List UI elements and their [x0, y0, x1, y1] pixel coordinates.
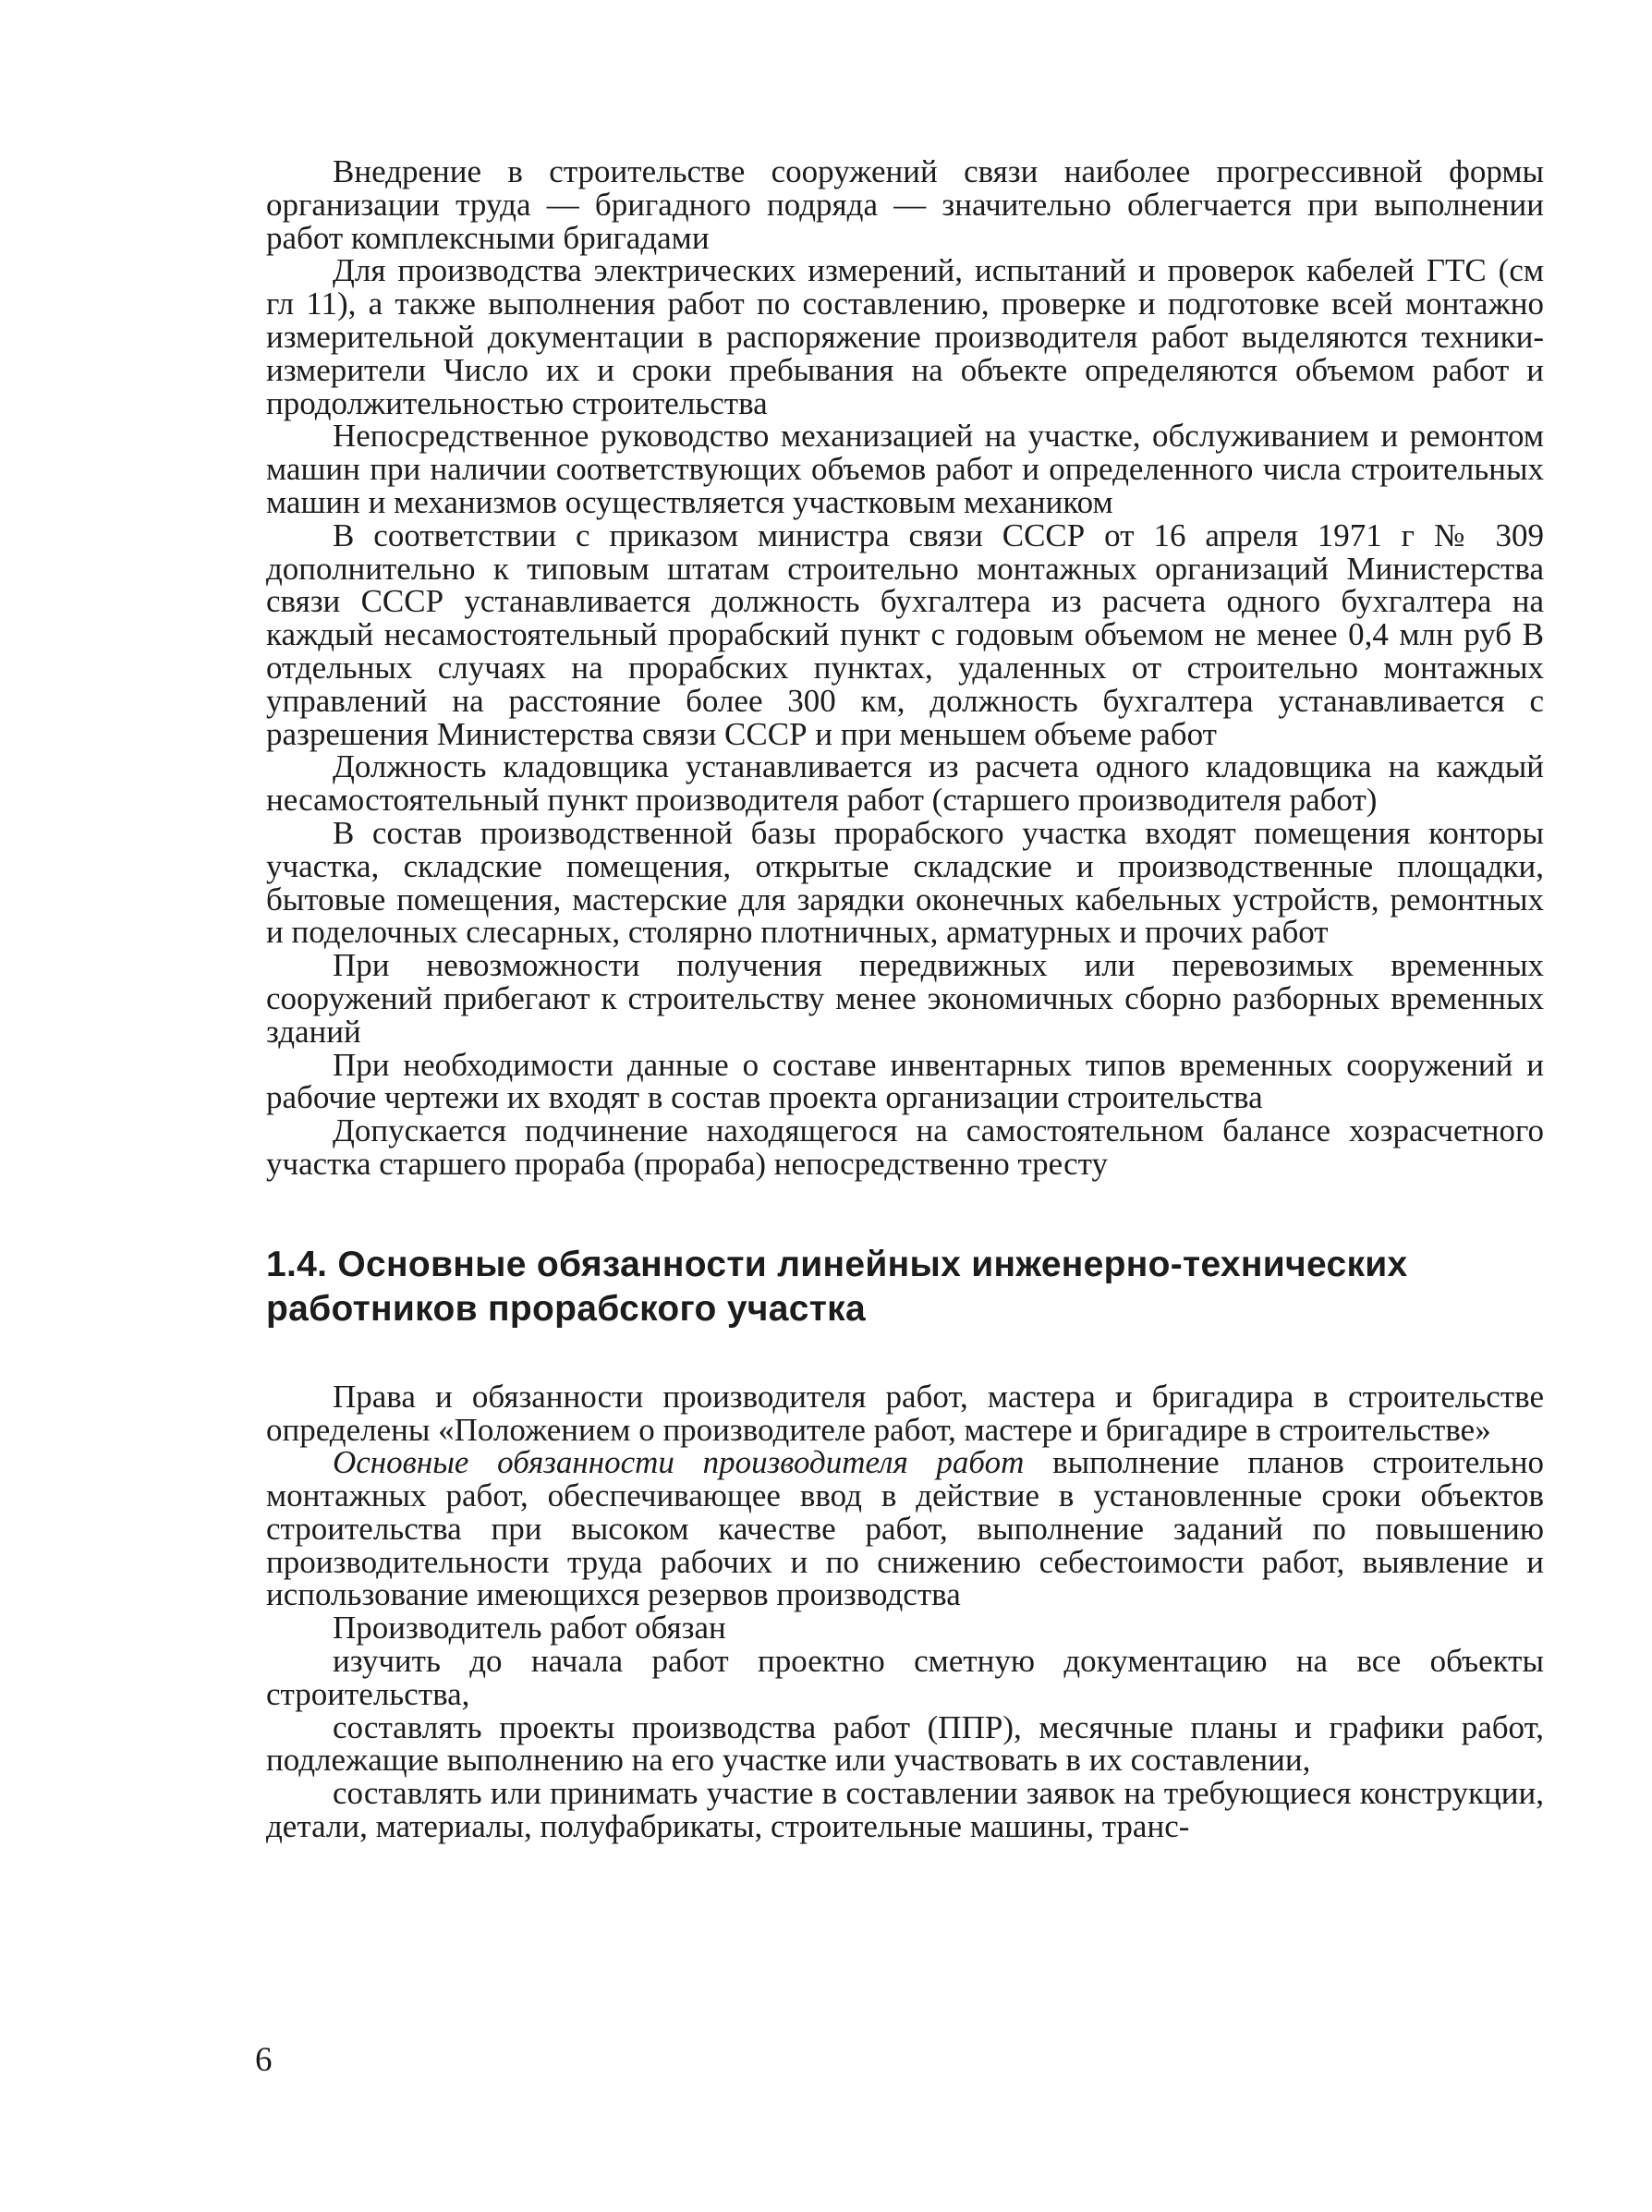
document-page	[266, 155, 1544, 1843]
obligation-item: изучить до начала работ проектно сметную документацию на все объекты строительства,	[266, 1643, 1544, 1712]
paragraph-production-base: В состав производственной базы прорабского участка входят помещения конторы участка, складские помещения, открытые складские и производственные площадки, бытовые помещения, мастерские для зарядки оконечных кабельных устройств, ремонтных и поделочных слесарных, столярно плотничных, арматурных и прочих работ	[266, 814, 1544, 951]
paragraph-brigade: Внедрение в строительстве сооружений связи наиболее прогрессивной формы организации труда — бригадного подряда — значительно облегчается при выполнении работ комплексными бригадами	[266, 153, 1544, 256]
paragraph-subordination: Допускается подчинение находящегося на самостоятельном балансе хозрасчетного участка старшего прораба (прораба) непосредственно тресту	[266, 1112, 1544, 1182]
obligation-item: составлять или принимать участие в составлении заявок на требующиеся конструкции, детали, материалы, полуфабрикаты, строительные машины, транс-	[266, 1775, 1544, 1845]
paragraph-measurements: Для производства электрических измерений, испытаний и проверок кабелей ГТС (см гл 11), а также выполнения работ по составлению, проверке и подготовке всей монтажно измерительной документации в распоряжение производителя работ выделяются техники-измерители Число их и сроки пребывания на объекте определяются объемом работ и продолжительностью строительства	[266, 252, 1544, 421]
paragraph-mechanization: Непосредственное руководство механизацией на участке, обслуживанием и ремонтом машин при наличии соответствующих объемов работ и определенного числа строительных машин и механизмов осуществляется участковым механиком	[266, 418, 1544, 520]
paragraph-rights: Права и обязанности производителя работ, мастера и бригадира в строительстве определены «Положением о производителе работ, мастере и бригадире в строительстве»	[266, 1378, 1544, 1448]
paragraph-drawings: При необходимости данные о составе инвентарных типов временных сооружений и рабочие чертежи их входят в состав проекта организации строительства	[266, 1046, 1544, 1116]
paragraph-obliged-intro: Производитель работ обязан	[333, 1610, 726, 1647]
paragraph-storekeeper: Должность кладовщика устанавливается из расчета одного кладовщика на каждый несамостоятельный пункт производителя работ (старшего производителя работ)	[266, 748, 1544, 819]
paragraph-main-duties	[266, 1446, 1544, 1611]
obligation-item: составлять проекты производства работ (ППР), месячные планы и графики работ, подлежащие выполнению на его участке или участвовать в их составлении,	[266, 1708, 1544, 1779]
main-duties-text: выполнение планов строительно монтажных работ, обеспечивающее ввод в действие в установленные сроки объектов строительства при высоком качестве работ, выполнение заданий по повышению производительности труда рабочих и по снижению себестоимости работ, выявление и использование имеющихся резервов производства	[266, 1444, 1544, 1613]
section-heading: 1.4. Основные обязанности линейных инженерно-технических работников прорабского участка	[266, 1244, 1408, 1329]
page-number: 6	[255, 2041, 273, 2079]
paragraph-accountant: В соответствии с приказом министра связи СССР от 16 апреля 1971 г № 309 дополнительно к типовым штатам строительно монтажных организаций Министерства связи СССР устанавливается должность бухгалтера из расчета одного бухгалтера на каждый несамостоятельный прорабский пункт с годовым объемом не менее 0,4 млн руб В отдельных случаях на прорабских пунктах, удаленных от строительно монтажных управлений на расстояние более 300 км, должность бухгалтера устанавливается с разрешения Министерства связи СССР и при меньшем объеме работ	[266, 517, 1544, 752]
paragraph-temporary-buildings: При невозможности получения передвижных или перевозимых временных сооружений прибегают к строительству менее экономичных сборно разборных временных зданий	[266, 947, 1544, 1050]
main-duties-label: Основные обязанности производителя работ	[333, 1444, 1025, 1481]
